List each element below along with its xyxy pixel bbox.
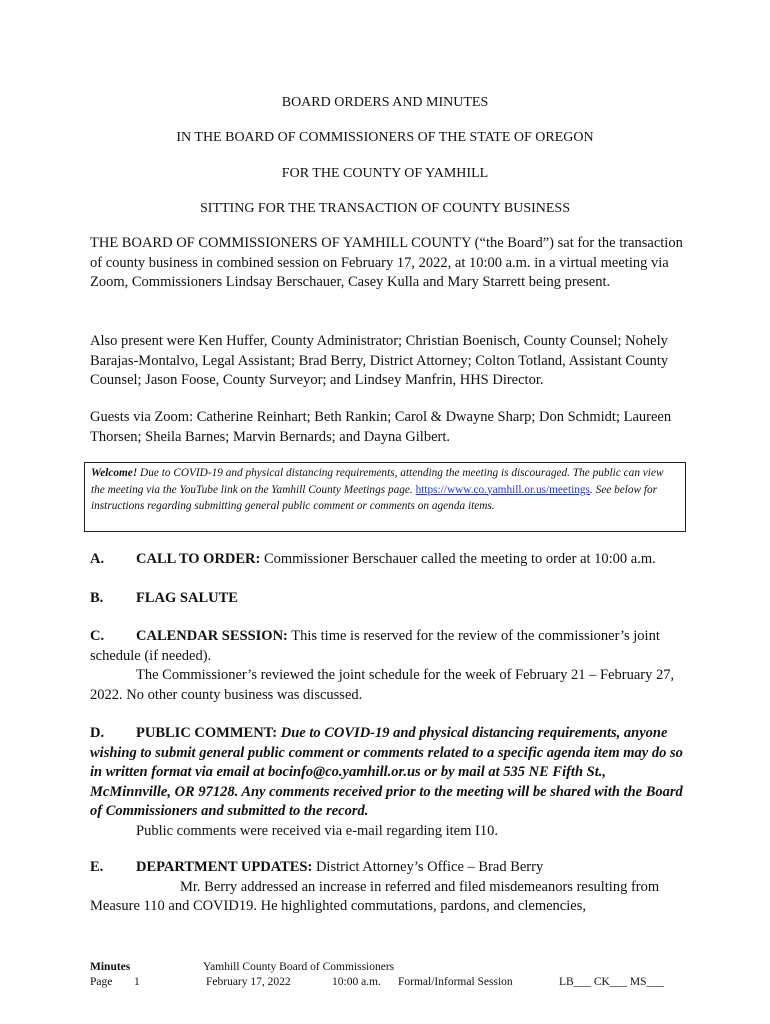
footer-session: Formal/Informal Session	[398, 976, 513, 988]
footer-minutes: Minutes	[90, 961, 131, 973]
header-line-4: SITTING FOR THE TRANSACTION OF COUNTY BUSINESS	[200, 201, 570, 216]
section-c-title: CALENDAR SESSION:	[136, 628, 288, 644]
section-a	[90, 550, 690, 570]
section-d	[90, 724, 690, 841]
header-line-3: FOR THE COUNTY OF YAMHILL	[281, 166, 489, 181]
header-line-2: IN THE BOARD OF COMMISSIONERS OF THE STATE OF OREGON	[176, 130, 594, 145]
section-a-text: Commissioner Berschauer called the meeting to order at 10:00 a.m.	[260, 551, 656, 567]
section-e	[90, 858, 690, 917]
intro-paragraph-1	[90, 234, 690, 293]
section-a-label: A.	[90, 551, 105, 567]
footer-page-label: Page	[90, 976, 113, 988]
section-c-text: This time is reserved for the review of the commissioner’s joint schedule (if needed).	[90, 628, 660, 664]
section-c	[90, 627, 690, 705]
notice-text-2: . See below for instructions regarding submitting general public comment or comments on agenda items.	[91, 483, 658, 512]
section-d-title: PUBLIC COMMENT:	[136, 725, 278, 741]
section-c-body: The Commissioner’s reviewed the joint schedule for the week of February 21 – February 27, 2022. No other county business was discussed.	[90, 667, 675, 703]
intro-text-2: Also present were Ken Huffer, County Administrator; Christian Boenisch, County Counsel; Nohely Barajas-Montalvo, Legal Assistant; Brad Berry, District Attorney; Colton Totland, Assistant County Counsel; Jason Foose, County Surveyor; and Lindsey Manfrin, HHS Director.	[90, 333, 669, 388]
footer-page-number: 1	[134, 976, 140, 988]
section-a-title: CALL TO ORDER:	[136, 551, 261, 567]
intro-text-3: Guests via Zoom: Catherine Reinhart; Beth Rankin; Carol & Dwayne Sharp; Don Schmidt; Laureen Thorsen; Sheila Barnes; Marvin Bernards; and Dayna Gilbert.	[90, 409, 672, 445]
section-d-text: Due to COVID-19 and physical distancing requirements, anyone wishing to submit general public comment or comments related to a specific agenda item may do so in written format via email at bocinfo@co.yamhill.or.us or by mail at 535 NE Fifth St., McMinnville, OR 97128. Any comments received prior to the meeting will be shared with the Board of Commissioners and submitted to the record.	[90, 725, 683, 819]
notice-welcome: Welcome!	[91, 467, 138, 479]
meetings-link[interactable]: https://www.co.yamhill.or.us/meetings	[415, 483, 590, 496]
footer-date: February 17, 2022	[206, 976, 291, 988]
section-e-title: DEPARTMENT UPDATES:	[136, 859, 313, 875]
section-e-text: District Attorney’s Office – Brad Berry	[312, 859, 544, 875]
section-d-body: Public comments were received via e-mail regarding item I10.	[136, 822, 498, 839]
intro-paragraph-3	[90, 408, 690, 447]
intro-paragraph-2	[90, 332, 690, 391]
section-b	[90, 589, 690, 609]
section-e-label: E.	[90, 859, 104, 875]
section-c-label: C.	[90, 628, 105, 644]
meeting-notice-box	[84, 462, 686, 532]
notice-text-1: Due to COVID-19 and physical distancing requirements, attending the meeting is discouraged. The public can view the meeting via the YouTube link on the Yamhill County Meetings page.	[91, 467, 664, 496]
intro-text-1: THE BOARD OF COMMISSIONERS OF YAMHILL COUNTY (“the Board”) sat for the transaction of county business in combined session on February 17, 2022, at 10:00 a.m. in a virtual meeting via Zoom, Commissioners Lindsay Berschauer, Casey Kulla and Mary Starrett being present.	[90, 235, 683, 290]
section-e-body: Mr. Berry addressed an increase in referred and filed misdemeanors resulting from Measure 110 and COVID19. He highlighted commutations, pardons, and clemencies,	[90, 878, 660, 914]
section-b-title: FLAG SALUTE	[136, 590, 238, 606]
section-d-label: D.	[90, 725, 105, 741]
footer-initials: LB___ CK___ MS___	[559, 976, 664, 988]
footer-time: 10:00 a.m.	[332, 976, 381, 988]
header-line-1: BOARD ORDERS AND MINUTES	[281, 95, 489, 110]
section-b-label: B.	[90, 590, 104, 606]
footer-organization: Yamhill County Board of Commissioners	[203, 961, 395, 973]
